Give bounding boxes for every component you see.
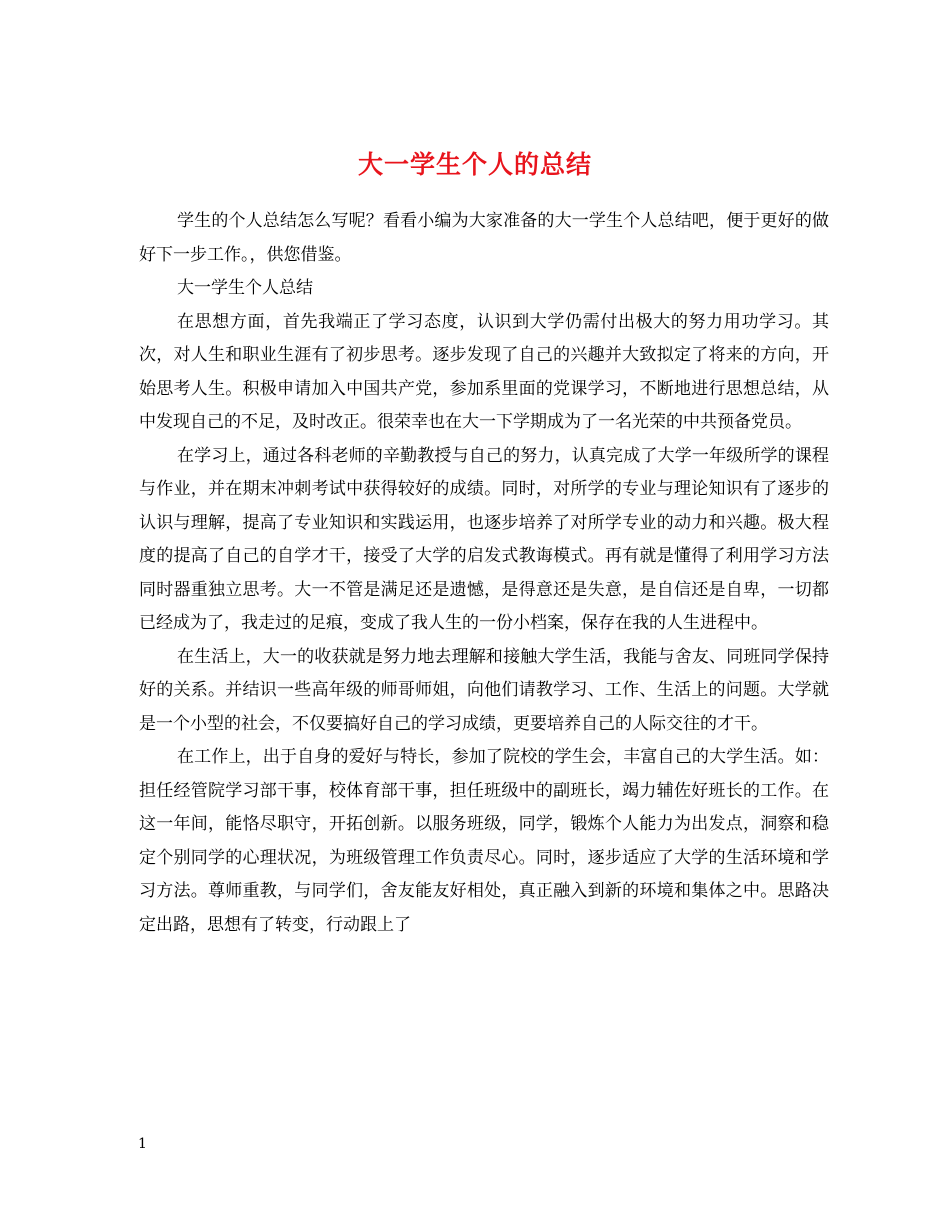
paragraph-study: 在学习上，通过各科老师的辛勤教授与自己的努力，认真完成了大学一年级所学的课程与作业，并在期末冲刺考试中获得较好的成绩。同时，对所学的专业与理论知识有了逐步的认识与理解，提高了专业知识和实践运用，也逐步培养了对所学专业的动力和兴趣。极大程度的提高了自己的自学才干，接受了大学的启发式教诲模式。再有就是懂得了利用学习方法同时器重独立思考。大一不管是满足还是遗憾，是得意还是失意，是自信还是自卑，一切都已经成为了，我走过的足痕，变成了我人生的一份小档案，保存在我的人生进程中。 [139, 445, 829, 633]
paragraph-thought: 在思想方面，首先我端正了学习态度，认识到大学仍需付出极大的努力用功学习。其次，对人生和职业生涯有了初步思考。逐步发现了自己的兴趣并大致拟定了将来的方向，开始思考人生。积极申请加入中国共产党，参加系里面的党课学习，不断地进行思想总结，从中发现自己的不足，及时改正。很荣幸也在大一下学期成为了一名光荣的中共预备党员。 [139, 311, 829, 432]
paragraph-life: 在生活上，大一的收获就是努力地去理解和接触大学生活，我能与舍友、同班同学保持好的关系。并结识一些高年级的师哥师姐，向他们请教学习、工作、生活上的问题。大学就是一个小型的社会，不仅要搞好自己的学习成绩，更要培养自己的人际交往的才干。 [139, 646, 829, 734]
paragraph-intro: 学生的个人总结怎么写呢？看看小编为大家准备的大一学生个人总结吧，便于更好的做好下一步工作。，供您借鉴。 [139, 211, 829, 265]
page-number: 1 [138, 1136, 147, 1152]
paragraph-subheading: 大一学生个人总结 [177, 278, 313, 298]
document-body [139, 205, 829, 942]
paragraph-work: 在工作上，出于自身的爱好与特长，参加了院校的学生会，丰富自己的大学生活。如：担任经管院学习部干事，校体育部干事，担任班级中的副班长，竭力辅佐好班长的工作。在这一年间，能恪尽职守，开拓创新。以服务班级，同学，锻炼个人能力为出发点，洞察和稳定个别同学的心理状况，为班级管理工作负责尽心。同时，逐步适应了大学的生活环境和学习方法。尊师重教，与同学们，舍友能友好相处，真正融入到新的环境和集体之中。思路决定出路，思想有了转变，行动跟上了 [139, 747, 829, 935]
document-title: 大一学生个人的总结 [357, 149, 592, 179]
